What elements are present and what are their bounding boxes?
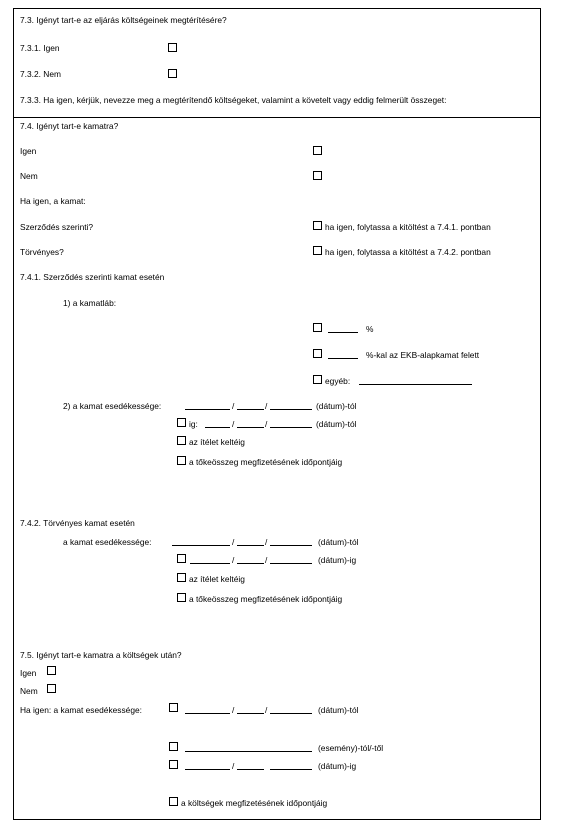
field-741-ig-day[interactable] xyxy=(205,427,230,428)
checkbox-742-itelet[interactable] xyxy=(177,573,186,582)
checkbox-75-datum-ig[interactable] xyxy=(169,760,178,769)
field-742-tol-day[interactable] xyxy=(172,545,230,546)
label-toke-742: a tőkeösszeg megfizetésének időpontjáig xyxy=(189,594,343,604)
label-ha-igen-esedekesseg: Ha igen: a kamat esedékessége: xyxy=(20,705,142,715)
label-toke-741: a tőkeösszeg megfizetésének időpontjáig xyxy=(189,457,343,467)
slash: / xyxy=(265,401,268,411)
field-egyeb[interactable] xyxy=(359,384,472,385)
checkbox-7-5-nem[interactable] xyxy=(47,684,56,693)
checkbox-7-4-nem[interactable] xyxy=(313,171,322,180)
slash: / xyxy=(232,705,235,715)
label-itelet-741: az ítélet keltéig xyxy=(189,437,245,447)
checkbox-741-ig[interactable] xyxy=(177,418,186,427)
field-kamatlab-pct[interactable] xyxy=(328,332,358,333)
field-75-tol-day[interactable] xyxy=(185,713,230,714)
section-7-4-title: 7.4. Igényt tart-e kamatra? xyxy=(20,121,119,131)
label-datum-tol-741: (dátum)-tól xyxy=(316,401,357,411)
label-datum-tol-75: (dátum)-tól xyxy=(318,705,359,715)
checkbox-7-3-1-igen[interactable] xyxy=(168,43,177,52)
field-741-tol-day[interactable] xyxy=(185,409,230,410)
label-7-4-igen: Igen xyxy=(20,146,37,156)
label-datum-ig-75: (dátum)-ig xyxy=(318,761,357,771)
field-741-ig-month[interactable] xyxy=(237,427,264,428)
label-ha-igen-kamat: Ha igen, a kamat: xyxy=(20,196,86,206)
checkbox-742-ig[interactable] xyxy=(177,554,186,563)
label-kamat-esedekessege-742: a kamat esedékessége: xyxy=(63,537,152,547)
field-741-ig-year[interactable] xyxy=(270,427,312,428)
checkbox-szerzodes-szerinti[interactable] xyxy=(313,221,322,230)
label-pct-ekb: %-kal az EKB-alapkamat felett xyxy=(366,350,480,360)
checkbox-kamatlab-egyeb[interactable] xyxy=(313,375,322,384)
label-7-3-3-question: 7.3.3. Ha igen, kérjük, nevezze meg a megtérítendő költségeket, valamint a követelt vagy eddig felmerült összeget: xyxy=(20,95,447,105)
label-esemeny: (esemény)-tól/-től xyxy=(318,743,384,753)
section-divider xyxy=(13,117,541,118)
slash: / xyxy=(232,761,235,771)
field-75-esemeny[interactable] xyxy=(185,751,312,752)
checkbox-75-datum-tol[interactable] xyxy=(169,703,178,712)
label-datum-ig-742: (dátum)-ig xyxy=(318,555,357,565)
label-pct: % xyxy=(366,324,374,334)
label-szerzodes-szerinti: Szerződés szerinti? xyxy=(20,222,94,232)
slash: / xyxy=(232,555,235,565)
label-7-5-igen: Igen xyxy=(20,668,37,678)
section-7-4-1-title: 7.4.1. Szerződés szerinti kamat esetén xyxy=(20,272,165,282)
checkbox-7-3-2-nem[interactable] xyxy=(168,69,177,78)
slash: / xyxy=(265,555,268,565)
field-742-tol-month[interactable] xyxy=(237,545,264,546)
field-742-ig-day[interactable] xyxy=(190,563,230,564)
field-741-tol-month[interactable] xyxy=(237,409,264,410)
field-742-ig-year[interactable] xyxy=(270,563,312,564)
slash: / xyxy=(232,401,235,411)
section-7-3-title: 7.3. Igényt tart-e az eljárás költségeinek megtérítésére? xyxy=(20,15,227,25)
slash: / xyxy=(232,537,235,547)
checkbox-kamatlab-ekb[interactable] xyxy=(313,349,322,358)
field-741-tol-year[interactable] xyxy=(270,409,312,410)
field-kamatlab-ekb[interactable] xyxy=(328,358,358,359)
checkbox-741-itelet[interactable] xyxy=(177,436,186,445)
hint-torvenyes: ha igen, folytassa a kitöltést a 7.4.2. pontban xyxy=(325,247,491,257)
label-datum-tol-741-2: (dátum)-tól xyxy=(316,419,357,429)
label-torvenyes: Törvényes? xyxy=(20,247,64,257)
field-75-ig-day[interactable] xyxy=(185,769,230,770)
slash: / xyxy=(265,705,268,715)
checkbox-kamatlab-pct[interactable] xyxy=(313,323,322,332)
section-7-4-2-title: 7.4.2. Törvényes kamat esetén xyxy=(20,518,135,528)
slash: / xyxy=(265,419,268,429)
label-datum-tol-742: (dátum)-tól xyxy=(318,537,359,547)
checkbox-75-koltseg[interactable] xyxy=(169,797,178,806)
field-75-tol-month[interactable] xyxy=(237,713,264,714)
slash: / xyxy=(265,537,268,547)
hint-szerzodes: ha igen, folytassa a kitöltést a 7.4.1. pontban xyxy=(325,222,491,232)
label-egyeb: egyéb: xyxy=(325,376,351,386)
checkbox-741-toke[interactable] xyxy=(177,456,186,465)
slash: / xyxy=(232,419,235,429)
field-75-ig-month[interactable] xyxy=(237,769,264,770)
checkbox-742-toke[interactable] xyxy=(177,593,186,602)
label-7-4-nem: Nem xyxy=(20,171,38,181)
checkbox-7-4-igen[interactable] xyxy=(313,146,322,155)
label-ig: ig: xyxy=(189,419,198,429)
label-koltseg-megfizetes: a költségek megfizetésének időpontjáig xyxy=(181,798,328,808)
field-742-ig-month[interactable] xyxy=(237,563,264,564)
field-75-ig-year[interactable] xyxy=(270,769,312,770)
section-7-5-title: 7.5. Igényt tart-e kamatra a költségek után? xyxy=(20,650,182,660)
label-kamat-esedekessege-741: 2) a kamat esedékessége: xyxy=(63,401,162,411)
checkbox-7-5-igen[interactable] xyxy=(47,666,56,675)
label-7-3-1-igen: 7.3.1. Igen xyxy=(20,43,60,53)
checkbox-75-esemeny[interactable] xyxy=(169,742,178,751)
field-742-tol-year[interactable] xyxy=(270,545,312,546)
label-7-3-2-nem: 7.3.2. Nem xyxy=(20,69,61,79)
field-75-tol-year[interactable] xyxy=(270,713,312,714)
checkbox-torvenyes[interactable] xyxy=(313,246,322,255)
label-itelet-742: az ítélet keltéig xyxy=(189,574,245,584)
label-kamatlab: 1) a kamatláb: xyxy=(63,298,117,308)
label-7-5-nem: Nem xyxy=(20,686,38,696)
